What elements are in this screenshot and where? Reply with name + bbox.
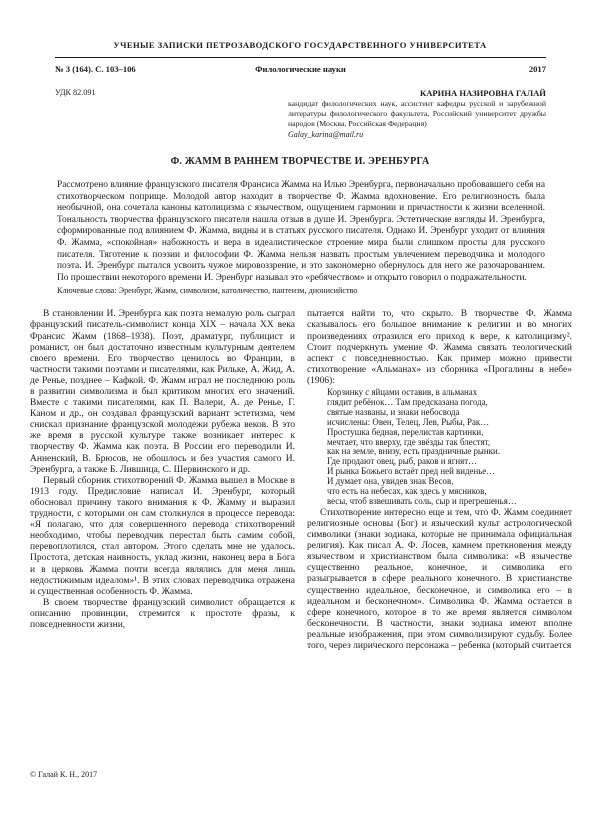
paragraph: Первый сборник стихотворений Ф. Жамма вышел в Москве в 1913 году. Предисловие написал И. Эренбург, который обосновал причину такого внимания к Ф. Жамму и выразил трудности, с которыми он сам столкнулся в процессе перевода: «Я полагаю, что для совершенного перевода стихотворений необходимо, чтобы переводчик перестал быть самим собой, перевоплотился, стал автором. Этого сделать мне не удалось. Простота, детская наивность, уклад жизни, наконец вера в Бога и в церковь Жамма почти всегда являлись для меня лишь недостижимым идеалом»¹. В этих словах переводчика отражена и существенная особенность Ф. Жамма. (30, 475, 295, 597)
poem-line: Где продают овец, рыб, раков и ягнят… (327, 456, 477, 467)
paragraph: Стихотворение интересно еще и тем, что Ф. Жамм соединяет религиозные основы (Бог) и языческий культ астрологической символики (знаки зодиака, которые не принимала официальная религия). Как писал А. Ф. Лосев, камнем преткновения между язычеством и христианством была символика: «В язычестве существенно реальное, конечное, и символика его разыгрывается в сфере реального конечного. В христианстве существенно идеальное, бесконечное, и символика его – в идеальном и бесконечном». Символика Ф. Жамма остается в сфере конечного, которое в то же время является символом бесконечности. В частности, знаки зодиака имеют вполне реальные изображения, при этом символизируют судьбу. Более того, через лирического персонажа – ребенка (который считается (307, 507, 572, 651)
right-column (307, 309, 572, 652)
keywords-line: Ключевые слова: Эренбург, Жамм, символизм, католичество, пантеизм, дионисийство (57, 286, 358, 296)
section-name: Филологические науки (255, 64, 346, 74)
poem-line: Простушка бедная, перелистав картинки, (327, 426, 484, 437)
poem-line: исчислены: Овен, Телец, Лев, Рыбы, Рак… (327, 416, 490, 427)
meta-row (55, 88, 546, 139)
paragraph: В своем творчестве французский символист обращается к описанию провинции, стремится к простоте фразы, к повседневности жизни, (30, 597, 295, 630)
poem-line: Корзинку с яйцами оставив, в альманах (327, 387, 478, 397)
poem-line: глядит ребёнок… Там предсказана погода, (327, 396, 488, 407)
header-divider (55, 57, 546, 58)
poem-line: весы, чтоб взвешивать соль, сыр и прегрешенья… (327, 495, 517, 506)
journal-title: УЧЕНЫЕ ЗАПИСКИ ПЕТРОЗАВОДСКОГО ГОСУДАРСТВЕННОГО УНИВЕРСИТЕТА (113, 40, 487, 50)
author-affiliation: кандидат филологических наук, ассистент кафедры русской и зарубежной литературы филологического факультета, Российский университет дружбы народов (Москва, Российская Федерация) (288, 99, 546, 128)
poem-block (327, 388, 572, 507)
poem-line: И рынка Божьего встаёт пред ней виденье… (327, 466, 496, 477)
poem-line: что есть на небесах, как здесь у мясников, (327, 486, 487, 497)
issue-info: № 3 (164). С. 103–106 (55, 64, 136, 74)
poem-line: И думает она, увидев знак Весов, (327, 476, 454, 487)
poem-line: святые названы, и знаки небосвода (327, 406, 460, 417)
article-body (30, 309, 572, 652)
udc-code: УДК 82.091 (55, 88, 96, 97)
poem-line: как на земле, внизу, есть праздничные рынки. (327, 446, 500, 457)
poem-line: мечтает, что вверху, где звёзды так блестят, (327, 436, 491, 447)
copyright-notice: © Галай К. Н., 2017 (30, 770, 98, 779)
paragraph: В становлении И. Эренбурга как поэта немалую роль сыграл французский писатель-символист конца XIX – начала XX века Франсис Жамм (1868–1938). Поэт, драматург, публицист и романист, он был достаточно известным культурным деятелем своего времени. Его творчество ценилось во Франции, в частности такими поэтами и писателями, как Рильке, А. Жид, А. де Ренье, позднее – Кафкой. Ф. Жамм играл не последнюю роль в развитии символизма и был критиком многих его значений. Вместе с такими писателями, как П. Валери, А. де Ренье, Г. Каном и др., он создавал французский вариант эстетизма, чем снискал признание французской молодежи рубежа веков. В это же время в русской культуре также возникает интерес к творчеству Ф. Жамма как поэта. В России его переводили И. Анненский, В. Брюсов, не обошлось и без участия самого И. Эренбурга, а также Б. Лившица, С. Шервинского и др. (30, 309, 295, 475)
author-email: Galay_karina@mail.ru (288, 130, 364, 139)
left-column (30, 309, 295, 652)
abstract-text: Рассмотрено влияние французского писателя Франсиса Жамма на Илью Эренбурга, первоначально пробовавшего себя на стихотворческом поприще. Молодой автор находит в творчестве Ф. Жамма вдохновение. Его религиозность была необычной, она сочетала каноны католицизма с язычеством, ощущением гармонии и причастности к жизни вселенной. Тональность творчества французского писателя нашла отзыв в душе И. Эренбурга. Эстетические взгляды И. Эренбурга, сформированные под влиянием Ф. Жамма, видны и в статьях русского писателя. Однако И. Эренбург уходит от влияния Ф. Жамма, «спокойная» набожность и вера в идеалистическое строение мира были слишком просты для русского писателя. Тяготение к поэзии и философии Ф. Жамма нельзя назвать простым увлечением переводчика и молодого поэта. И. Эренбург пытался усвоить чужое мировоззрение, и это закономерно обернулось для него же разочарованием. По прошествии некоторого времени И. Эренбург называл это «ребячеством» и открыто говорил о подражательности. (57, 180, 545, 283)
issue-year: 2017 (528, 64, 546, 74)
paragraph: пытается найти то, что скрыто. В творчестве Ф. Жамма сказывалось его большое внимание к религии и во многих произведениях отразился его приход к вере, к католицизму². Стоит подчеркнуть умение Ф. Жамма связать теологический аспект с повседневностью. Как пример можно привести стихотворение «Альманах» из сборника «Прогалины в небе» (1906): (307, 309, 572, 386)
article-title: Ф. ЖАММ В РАННЕМ ТВОРЧЕСТВЕ И. ЭРЕНБУРГА (170, 156, 430, 167)
author-name: КАРИНА НАЗИРОВНА ГАЛАЙ (420, 88, 546, 98)
issue-row (55, 64, 546, 74)
author-block (288, 88, 546, 139)
